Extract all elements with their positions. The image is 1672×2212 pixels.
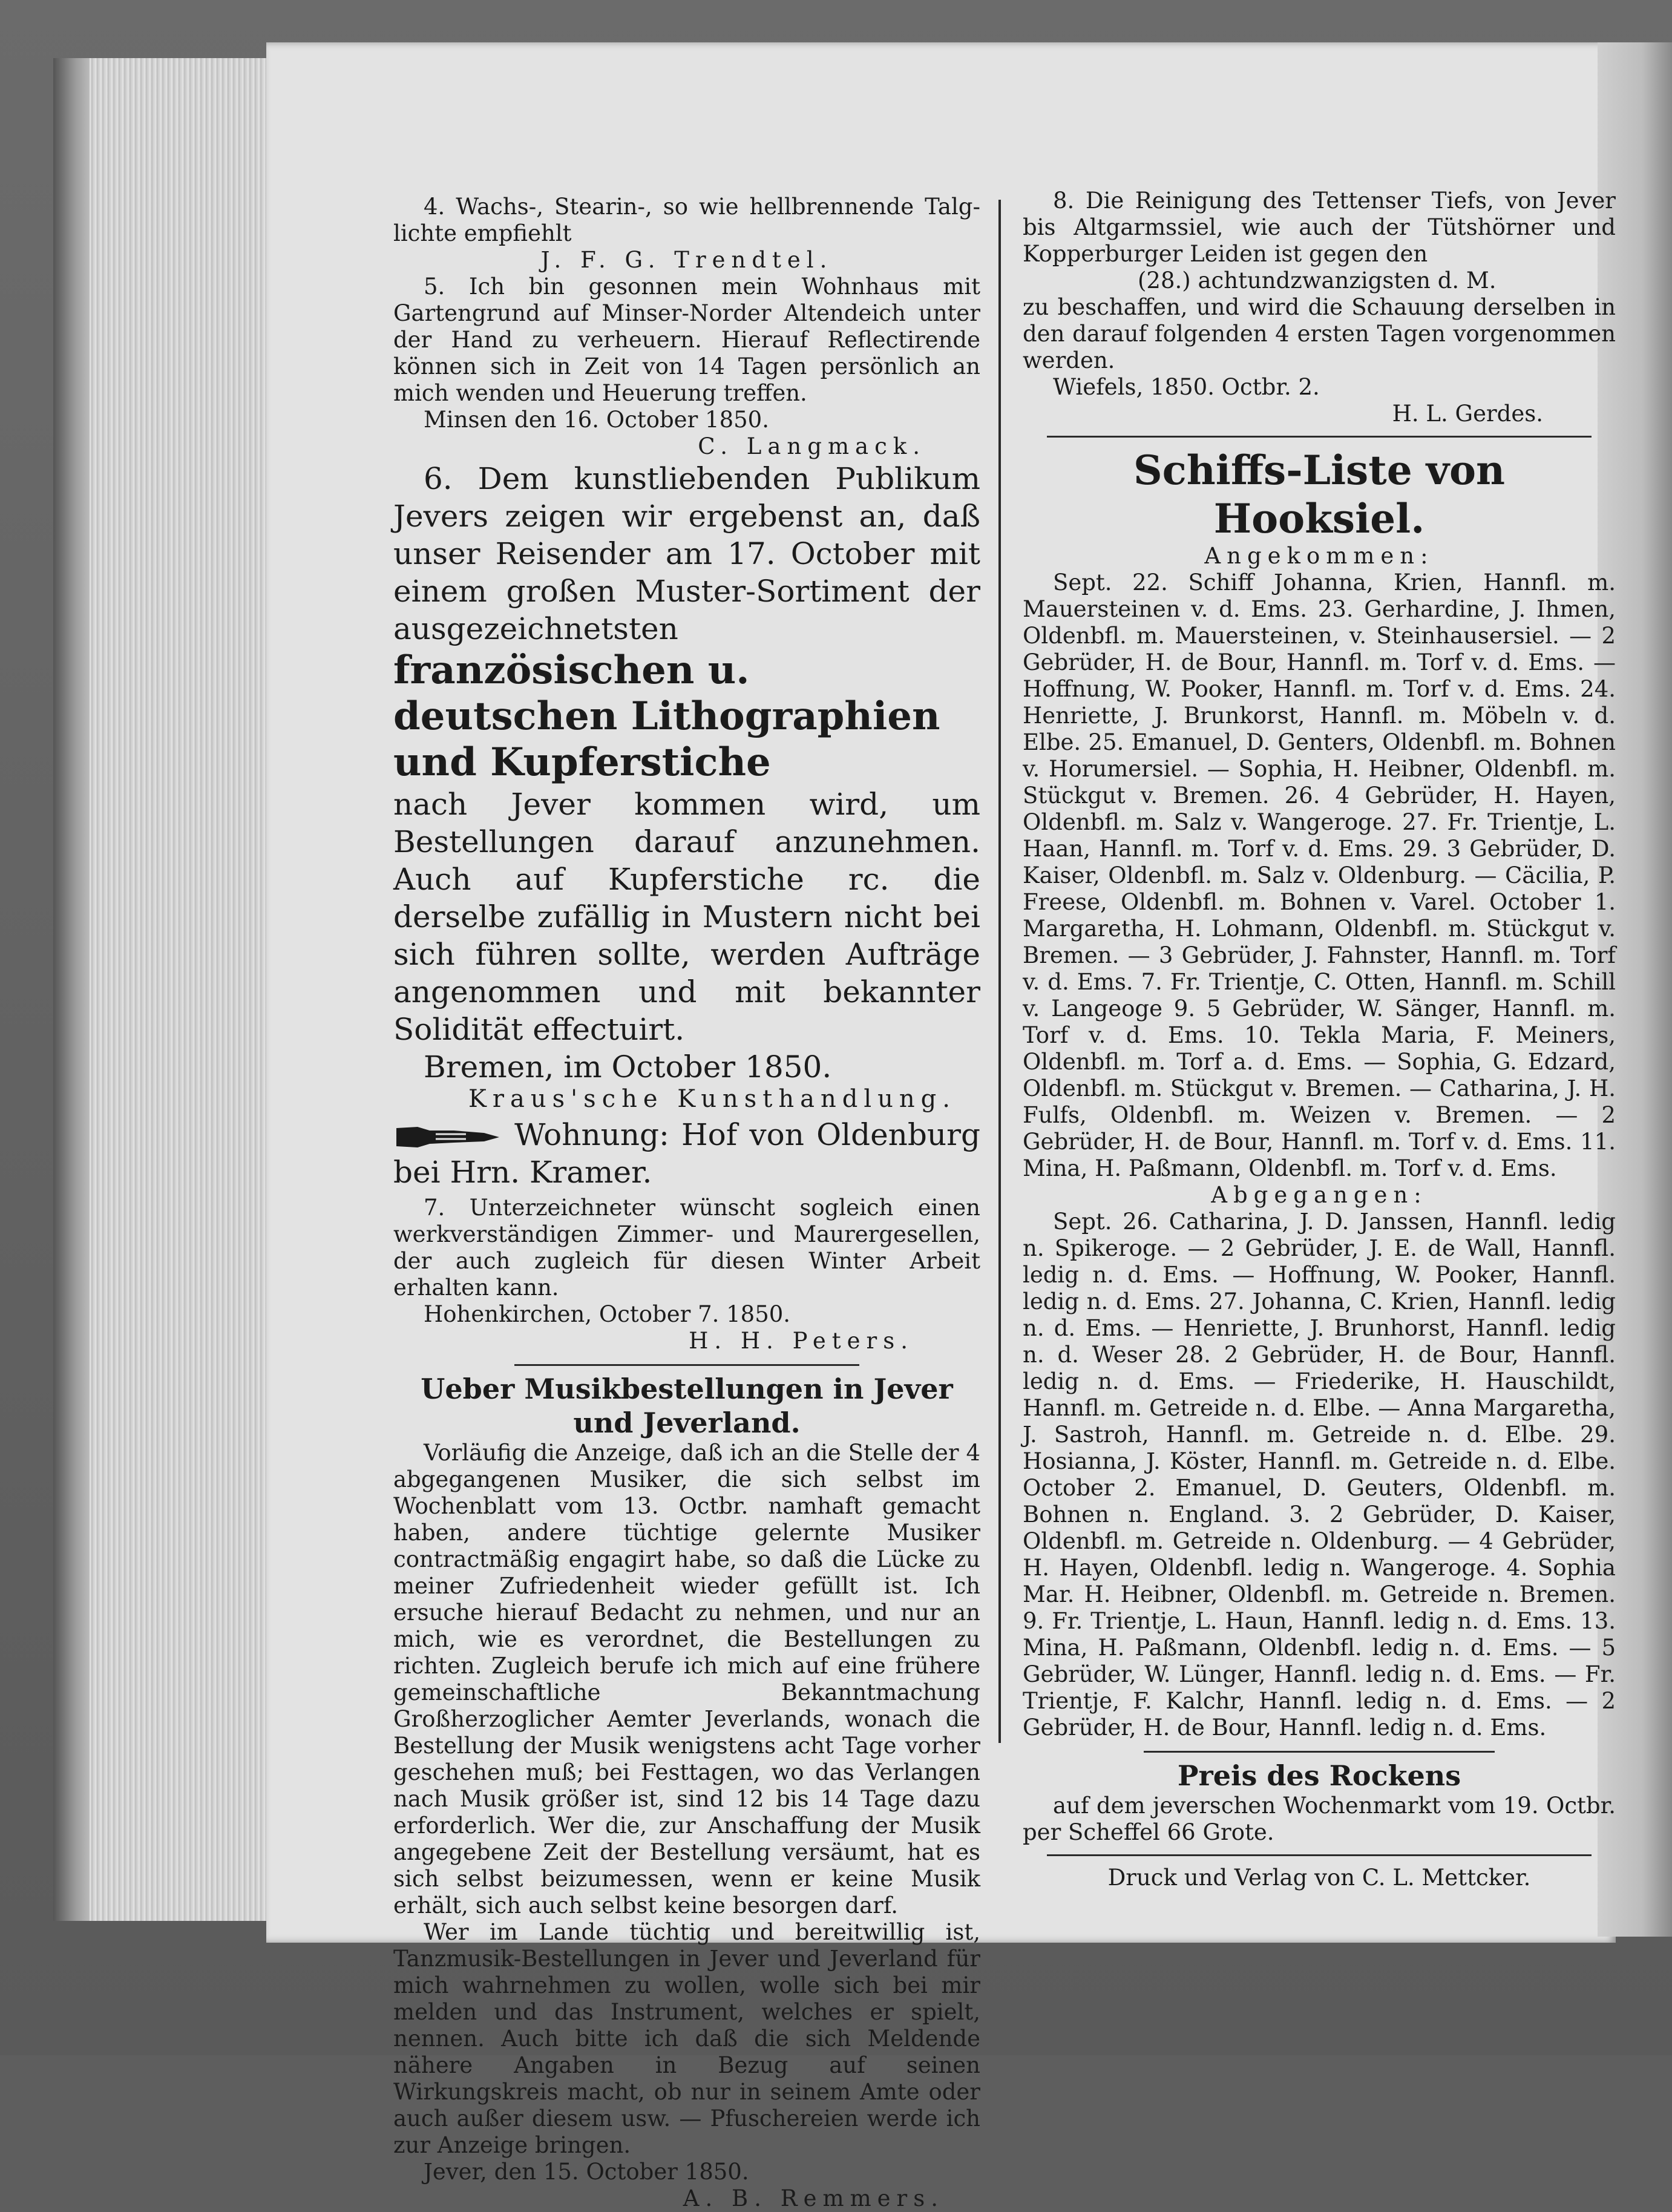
ships-arrived-list: Sept. 22. Schiff Johanna, Krien, Hannfl. m. Mauersteinen v. d. Ems. 23. Gerhardine, J. Ihmen, Oldenbfl. m. Mauersteinen, v. Steinhausersiel. — 2 Gebrüder, H. de Bour, Hannfl. m. Torf v. d. Ems. — Hoffnung, W. Pooker, Hannfl. m. Torf v. d. Ems. 24. Henriette, J. Brunkorst, Hannfl. m. Möbeln v. d. Elbe. 25. Emanuel, D. Genters, Oldenbfl. m. Bohnen v. Horumersiel. — Sophia, H. Heibner, Oldenbfl. m. Stückgut v. Bremen. 26. 4 Gebrüder, H. Hayen, Oldenbfl. m. Salz v. Wangeroge. 27. Fr. Trientje, L. Haan, Hannfl. m. Torf v. d. Ems. 29. 3 Gebrüder, D. Kaiser, Oldenbfl. m. Salz v. Oldenburg. — Cäcilia, P. Freese, Oldenbfl. m. Bohnen v. Varel. October 1. Margaretha, H. Lohmann, Oldenbfl. m. Stückgut v. Bremen. — 3 Gebrüder, J. Fahnster, Hannfl. m. Torf v. d. Ems. 7. Fr. Trientje, C. Otten, Hannfl. m. Schill v. Langeoge 9. 5 Gebrüder, W. Sänger, Hannfl. m. Torf v. d. Ems. 10. Tekla Maria, F. Meiners, Oldenbfl. m. Torf a. d. Ems. — Sophia, G. Edzard, Oldenbfl. m. Stückgut v. Bremen. — Catharina, J. H. Fulfs, Oldenbfl. m. Weizen v. Bremen. — 2 Gebrüder, H. de Bour, Hannfl. m. Torf v. d. Ems. 11. Mina, H. Paßmann, Oldenbfl. m. Torf v. d. Ems.: [1023, 569, 1616, 1181]
ad-7-signature: H. H. Peters.: [689, 1328, 914, 1354]
ad-8-place-date: Wiefels, 1850. Octbr. 2.: [1053, 374, 1320, 400]
ad-4-signature: J. F. G. Trendtel.: [540, 247, 833, 273]
music-para-1: Vorläufig die Anzeige, daß ich an die Stelle der 4 abgegangenen Musiker, die sich selbst im Wochenblatt vom 13. Octbr. namhaft gemacht haben, andere tüchtige gelernte Musiker contractmäßig engagirt habe, so daß die Lücke zu meiner Zufriedenheit wieder gefüllt ist. Ich ersuche hierauf Bedacht zu nehmen, und nur an mich, wie es verordnet, die Bestellungen zu richten. Zugleich berufe ich mich auf eine frühere gemeinschaftliche Bekanntmachung Großherzoglicher Aemter Jeverlands, wonach die Bestellung der Musik wenigstens acht Tage vorher geschehen muß; bei Festtagen, wo das Verlangen nach Musik größer ist, sind 12 bis 14 Tage dazu erforderlich. Wer die, zur Anschaffung der Musik angegebene Zeit der Bestellung versäumt, hat es sich selbst beizumessen, wenn er keine Musik erhält, sich auch selbst keine besorgen darf.: [393, 1440, 980, 1918]
ad-6-lodging: Wohnung: Hof von Oldenburg bei Hrn. Kramer.: [393, 1117, 980, 1190]
ad-5-signature: C. Langmack.: [698, 433, 926, 459]
music-signature: A. B. Remmers.: [683, 2185, 944, 2211]
music-para-2: Wer im Lande tüchtig und bereitwillig ist, Tanzmusik-Bestellungen in Jever und Jeverland für mich wahrnehmen zu wollen, wolle sich bei mir melden und das Instrument, welches er spielt, nennen. Auch bitte ich daß die sich Meldende nähere Angaben in Bezug auf seinen Wirkungskreis macht, ob nur in seinem Amte oder auch außer diesem usw. — Pfuschereien werde ich zur Anzeige bringen.: [393, 1919, 980, 2158]
ad-7-text: 7. Unterzeichneter wünscht sogleich einen werkverständigen Zimmer- und Maurergesellen, der auch zugleich für diesen Winter Arbeit erhalten kann.: [393, 1195, 980, 1301]
imprint: Druck und Verlag von C. L. Mettcker.: [1107, 1865, 1531, 1891]
ad-8-date-line: (28.) achtundzwanzigsten d. M.: [1138, 267, 1497, 294]
music-place-date: Jever, den 15. October 1850.: [424, 2159, 749, 2185]
rye-price-title: Preis des Rockens: [1177, 1759, 1461, 1792]
section-rule: [514, 1364, 859, 1366]
book-spine: [53, 58, 90, 1921]
column-divider: [998, 200, 1001, 1743]
ad-6-place-date: Bremen, im October 1850.: [424, 1049, 832, 1085]
ad-5-text: 5. Ich bin gesonnen mein Wohnhaus mit Gartengrund auf Minser-Norder Altendeich unter der Hand zu verheuern. Hierauf Reflectirende können sich in Zeit von 14 Tagen persönlich an mich wenden und Heuerung treffen.: [393, 274, 980, 406]
music-title: Ueber Musikbestellungen in Jever und Jeverland.: [421, 1373, 953, 1439]
ships-title: Schiffs-Liste von Hooksiel.: [1133, 447, 1506, 542]
section-rule: [1144, 1751, 1495, 1753]
right-column: [1023, 188, 1616, 1891]
ad-6-signature: Kraus'sche Kunsthandlung.: [468, 1085, 956, 1113]
ad-7-place-date: Hohenkirchen, October 7. 1850.: [424, 1301, 791, 1327]
pointing-hand-icon: [393, 1122, 502, 1152]
ad-8-signature: H. L. Gerdes.: [1392, 401, 1543, 427]
ad-6-lead: 6. Dem kunstliebenden Publikum Jevers zeigen wir ergebenst an, daß unser Reisender am 17. October mit einem großen Muster-Sortiment der ausgezeichnetsten: [393, 461, 980, 646]
section-rule: [1047, 436, 1592, 438]
ships-arrived-label: Angekommen:: [1204, 543, 1434, 569]
ad-8-text: 8. Die Reinigung des Tettenser Tiefs, von Jever bis Altgarmssiel, wie auch der Tütshörner und Kopperburger Leiden ist gegen den: [1023, 188, 1616, 267]
ad-5-place-date: Minsen den 16. October 1850.: [424, 407, 769, 433]
ad-6-body: nach Jever kommen wird, um Bestellungen darauf anzunehmen. Auch auf Kupferstiche rc. die derselbe zufällig in Mustern nicht bei sich führen sollte, werden Aufträge angenommen und mit bekannter Solidität effectuirt.: [393, 787, 980, 1047]
ships-departed-label: Abgegangen:: [1211, 1182, 1428, 1208]
ad-4-text: 4. Wachs-, Stearin-, so wie hellbrennende Talg-lichte empfiehlt: [393, 194, 980, 246]
ad-6-headline: französischen u. deutschen Lithographien und Kupferstiche: [393, 648, 940, 785]
left-column: [393, 194, 980, 2212]
ships-departed-list: Sept. 26. Catharina, J. D. Janssen, Hannfl. ledig n. Spikeroge. — 2 Gebrüder, J. E. de Wall, Hannfl. ledig n. d. Ems. — Hoffnung, W. Pooker, Hannfl. ledig n. d. Ems. 27. Johanna, C. Krien, Hannfl. ledig n. d. Ems. — Henriette, J. Brunhorst, Hannfl. ledig n. d. Weser 28. 2 Gebrüder, H. de Bour, Hannfl. ledig n. d. Ems. — Friederike, H. Hauschildt, Hannfl. m. Getreide n. d. Elbe. — Anna Margaretha, J. Sastroh, Hannfl. m. Getreide n. d. Elbe. 29. Hosianna, J. Köster, Hannfl. m. Getreide n. d. Elbe. October 2. Emanuel, D. Geuters, Oldenbfl. m. Bohnen n. England. 3. 2 Gebrüder, D. Kaiser, Oldenbfl. m. Getreide n. Oldenburg. — 4 Gebrüder, H. Hayen, Oldenbfl. ledig n. Wangeroge. 4. Sophia Mar. H. Heibner, Oldenbfl. m. Getreide n. Bremen. 9. Fr. Trientje, L. Haun, Hannfl. ledig n. d. Ems. 13. Mina, H. Paßmann, Oldenbfl. ledig n. d. Ems. — 5 Gebrüder, W. Lünger, Hannfl. ledig n. d. Ems. — Fr. Trientje, F. Kalchr, Hannfl. ledig n. d. Ems. — 2 Gebrüder, H. de Bour, Hannfl. ledig n. d. Ems.: [1023, 1209, 1616, 1741]
section-rule: [1047, 1854, 1592, 1856]
ad-8-text-2: zu beschaffen, und wird die Schauung derselben in den darauf folgenden 4 ersten Tagen vorgenommen werden.: [1023, 294, 1616, 373]
rye-price-text: auf dem jeverschen Wochenmarkt vom 19. Octbr. per Scheffel 66 Grote.: [1023, 1793, 1616, 1845]
